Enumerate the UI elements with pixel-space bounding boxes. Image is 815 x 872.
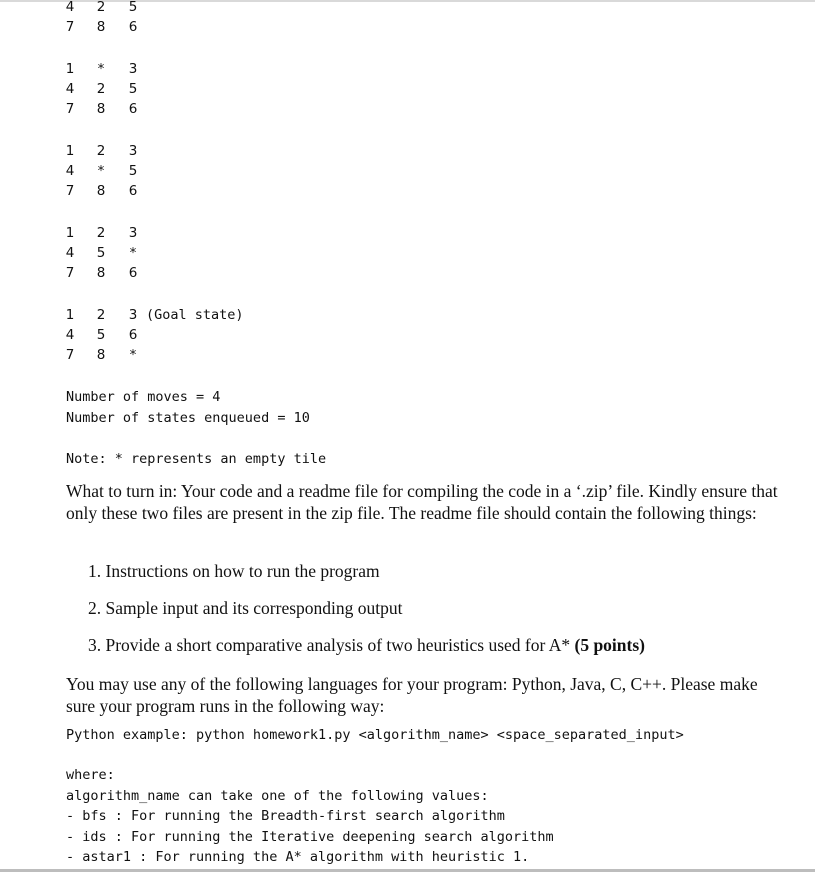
tile: 7 (65, 265, 75, 281)
list-item (88, 598, 402, 619)
tile: * (129, 245, 137, 261)
tile: 4 (65, 327, 75, 343)
tile: 7 (65, 101, 75, 117)
list-text: Instructions on how to run the program (105, 561, 380, 581)
algorithm-option: - ids : For running the Iterative deepening search algorithm (66, 829, 554, 845)
tile: 5 (96, 245, 106, 261)
tile: 7 (65, 347, 75, 363)
tile: 2 (96, 0, 106, 15)
tile: 3 (128, 61, 138, 77)
list-number: 3. (88, 635, 102, 655)
states-enqueued-count: Number of states enqueued = 10 (66, 410, 310, 426)
algorithm-option: - bfs : For running the Breadth-first search algorithm (66, 808, 505, 824)
tile: 2 (96, 225, 106, 241)
tile: 3 (128, 307, 138, 323)
goal-state-label: (Goal state) (146, 307, 244, 323)
tile: 8 (96, 19, 106, 35)
tile: 1 (65, 307, 75, 323)
tile: * (97, 61, 105, 77)
tile: 8 (96, 347, 106, 363)
tile: 6 (128, 101, 138, 117)
list-number: 2. (88, 598, 102, 618)
tile: 3 (128, 143, 138, 159)
tile: 6 (128, 183, 138, 199)
tile: 5 (128, 81, 138, 97)
list-item (88, 561, 380, 582)
tile: 5 (128, 163, 138, 179)
top-divider (0, 0, 815, 2)
tile: 8 (96, 101, 106, 117)
tile: 6 (128, 327, 138, 343)
tile: 1 (65, 225, 75, 241)
tile: 4 (65, 0, 75, 15)
tile: 7 (65, 183, 75, 199)
tile: 8 (96, 183, 106, 199)
list-number: 1. (88, 561, 102, 581)
tile: * (129, 347, 137, 363)
list-text: Sample input and its corresponding output (105, 598, 403, 618)
tile: 6 (128, 19, 138, 35)
tile: * (97, 163, 105, 179)
tile: 7 (65, 19, 75, 35)
tile: 4 (65, 81, 75, 97)
tile: 1 (65, 143, 75, 159)
tile: 5 (128, 0, 138, 15)
tile: 2 (96, 307, 106, 323)
moves-count: Number of moves = 4 (66, 389, 221, 405)
tile: 2 (96, 143, 106, 159)
tile: 4 (65, 163, 75, 179)
tile: 8 (96, 265, 106, 281)
algorithm-intro: algorithm_name can take one of the following values: (66, 788, 489, 804)
list-item (88, 635, 645, 656)
tile: 1 (65, 61, 75, 77)
note-text: Note: * represents an empty tile (66, 451, 327, 467)
languages-paragraph: You may use any of the following languages for your program: Python, Java, C, C++. Please make sure your program runs in the following way: (66, 674, 758, 716)
tile: 2 (96, 81, 106, 97)
python-example: Python example: python homework1.py <algorithm_name> <space_separated_input> (66, 727, 684, 743)
tile: 3 (128, 225, 138, 241)
tile: 4 (65, 245, 75, 261)
turn-in-paragraph: What to turn in: Your code and a readme file for compiling the code in a ‘.zip’ file. Kindly ensure that only these two files are present in the zip file. The readme file should contain the following things: (66, 481, 778, 523)
points-label: (5 points) (574, 635, 645, 655)
algorithm-option: - astar1 : For running the A* algorithm with heuristic 1. (66, 849, 530, 865)
tile: 6 (128, 265, 138, 281)
tile: 5 (96, 327, 106, 343)
list-text: Provide a short comparative analysis of two heuristics used for A* (105, 635, 575, 655)
where-label: where: (66, 767, 115, 783)
